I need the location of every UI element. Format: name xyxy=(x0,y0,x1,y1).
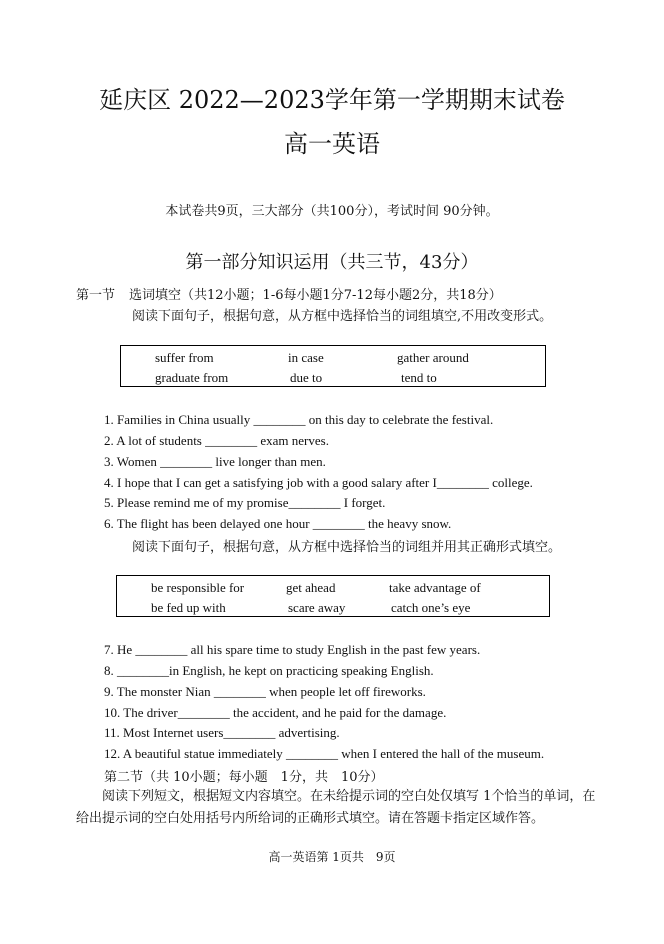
word-box-2-item: be responsible for xyxy=(151,580,245,595)
word-box-2 xyxy=(116,575,550,617)
question-10: 10. The driver________ the accident, and he paid for the damage. xyxy=(104,705,447,720)
question-8: 8. ________in English, he kept on practicing speaking English. xyxy=(104,663,434,678)
word-box-1-item: in case xyxy=(288,350,324,365)
word-box-2-item: take advantage of xyxy=(389,580,481,595)
question-6: 6. The flight has been delayed one hour ________ the heavy snow. xyxy=(104,516,452,531)
section1-label: 第一节 xyxy=(76,288,116,303)
section1-desc: 选词填空（共12小题；1-6每小题1分7-12每小题2分，共18分） xyxy=(129,288,502,303)
exam-info: 本试卷共9页，三大部分（共100分），考试时间 90分钟。 xyxy=(165,204,499,219)
part1-heading: 第一部分知识运用（共三节，43分） xyxy=(185,252,479,273)
question-5: 5. Please remind me of my promise________ I forget. xyxy=(104,495,386,510)
section2-heading: 第二节（共 10小题；每小题 1分，共 10分） xyxy=(104,770,384,785)
word-box-1 xyxy=(120,345,546,387)
question-9: 9. The monster Nian ________ when people let off fireworks. xyxy=(104,684,426,699)
word-box-2-item: get ahead xyxy=(286,580,336,595)
section1-heading xyxy=(76,284,502,303)
instruction-2: 阅读下面句子，根据句意，从方框中选择恰当的词组并用其正确形式填空。 xyxy=(132,540,562,555)
word-box-1-item: due to xyxy=(290,370,323,385)
word-box-1-item: tend to xyxy=(401,370,437,385)
word-box-2-item: be fed up with xyxy=(151,600,226,615)
question-2: 2. A lot of students ________ exam nerves. xyxy=(104,433,329,448)
question-4: 4. I hope that I can get a satisfying job with a good salary after I________ college. xyxy=(104,475,533,490)
exam-title: 延庆区 2022—2023学年第一学期期末试卷 xyxy=(99,86,565,114)
word-box-1-item: gather around xyxy=(397,350,469,365)
question-7: 7. He ________ all his spare time to study English in the past few years. xyxy=(104,642,481,657)
word-box-2-item: catch one’s eye xyxy=(391,600,471,615)
word-box-2-item: scare away xyxy=(288,600,346,615)
question-1: 1. Families in China usually ________ on this day to celebrate the festival. xyxy=(104,412,494,427)
instruction-1: 阅读下面句子，根据句意，从方框中选择恰当的词组填空,不用改变形式。 xyxy=(132,309,553,324)
question-11: 11. Most Internet users________ advertising. xyxy=(104,725,340,740)
exam-subject: 高一英语 xyxy=(284,130,380,158)
word-box-1-item: suffer from xyxy=(155,350,214,365)
question-3: 3. Women ________ live longer than men. xyxy=(104,454,326,469)
page-footer: 高一英语第 1页共 9页 xyxy=(268,850,396,864)
question-12: 12. A beautiful statue immediately ________ when I entered the hall of the museum. xyxy=(104,746,545,761)
section2-instruction: 阅读下列短文，根据短文内容填空。在未给提示词的空白处仅填写 1个恰当的单词，在给出提示词的空白处用括号内所给词的正确形式填空。请在答题卡指定区域作答。 xyxy=(76,789,596,826)
word-box-1-item: graduate from xyxy=(155,370,229,385)
